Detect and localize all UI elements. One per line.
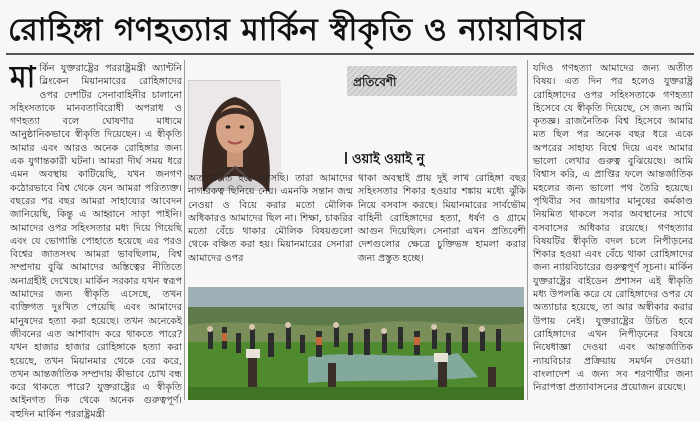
column-divider-right — [527, 60, 528, 400]
left-column — [10, 60, 182, 420]
middle-column-a: অত্যাচারিত হয়ে আসছি। তারা আমাদের নাগরিকত্ব ছিনিয়ে নেয়। এমনকি সন্তান জন্ম নেওয়া ও বিয়ে করার মতো মৌলিক অধিকারও আমাদের ছিল না। শিক্ষা, চাকরির মতো বেঁচে থাকার মৌলিক বিষয়গুলো থেকে বঞ্চিত করা হয়। মিয়ানমারের সেনারা আমাদের ওপর — [188, 173, 353, 264]
column-divider-left — [184, 60, 185, 400]
byline — [345, 150, 515, 170]
middle-column-b: থাকা অবস্থাই প্রায় দুই লাখ রোহিঙ্গা বছর সহিংসতার শিকার হওয়ার শঙ্কায় মধ্যে ঝুঁকি নিয়ে বসবাস করছে। মিয়ানমারের সার্বভৌম বাহিনী রোহিঙ্গাদের হত্যা, ধর্ষণ ও গ্রামে আগুন দিয়েছিল। সেনারা এখন প্রতিবেশী দেশগুলোর ক্ষেত্রে চুক্তিভঙ্গ হামলা করার জন্য প্রস্তুত হচ্ছে। — [358, 173, 526, 264]
refugee-photo-svg — [188, 287, 524, 400]
headline-rule — [6, 53, 694, 55]
section-box — [347, 66, 517, 96]
right-column: যদিও গণহত্যা আমাদের জন্য অতীত বিষয়। এত দিন পর হলেও যুক্তরাষ্ট্র রোহিঙ্গাদের ওপর সহিংসতাকে গণহত্যা হিসেবে যে স্বীকৃতি দিয়েছে, সে জন্য আমি কৃতজ্ঞ। রাজনৈতিক বিশ্ব হিসেবে আমার মত ছিল পর অনেক বছর ধরে একে অপরের সাহায্য বিশ্বে দিয়ে এবং আমার ভালো লেখার গুরুত্ব বুঝিয়েছে। আমি বিশ্বাস করি, এ প্রাপ্তির ফলে আন্তর্জাতিক মহলের জন্য ভালো পথ তৈরি হয়েছে। পৃথিবীর সব জায়গার মানুষের কর্মকাণ্ড নিয়মিত থাকলে সবার অবস্থানের সাথে বসবাসের অধিকার রয়েছে। গণহত্যার বিষয়টির স্বীকৃতি বদল চলে নিপীড়নের শিকার হওয়া এবং বেঁচে থাকা রোহিঙ্গাদের জন্য ন্যায়বিচারের গুরুত্বপূর্ণ সূচনা। মার্কিন যুক্তরাষ্ট্রের বাইডেন প্রশাসন এই স্বীকৃতি মধ্য উপলব্ধি করে যে রোহিঙ্গাদের ওপর যে অত্যাচার হয়েছে, তা আর অস্বীকার করার উপায় নেই। যুক্তরাষ্ট্রের উচিত হবে রোহিঙ্গাদের এখন নিপীড়নের বিষয়ে নিষেধাজ্ঞা দেওয়া এবং আন্তর্জাতিক ন্যায়বিচার প্রক্রিয়ায় সমর্থন দেওয়া। বাংলাদেশ এ জন্য সব শরণার্থীর জন্য নিরাপত্তা প্রত্যাবাসনের প্রয়োজন রয়েছে। — [533, 63, 693, 394]
section-label: প্রতিবেশী — [353, 75, 397, 89]
refugee-photo — [188, 287, 524, 400]
left-column-text: র্কিন যুক্তরাষ্ট্রের পররাষ্ট্রমন্ত্রী অ্যান্টনি ব্লিংকেন মিয়ানমারের রোহিঙ্গাদের ওপর দেশটির সেনাবাহিনীর চালানো সহিংসতাকে মানবতাবিরোধী অপরাধ ও গণহত্যা বলে ঘোষণার মাধ্যমে আনুষ্ঠানিকভাবে স্বীকৃতি দিয়েছেন। এ স্বীকৃতি আমার এবং আরও অনেক রোহিঙ্গার জন্য এক যুগান্তকারী ঘটনা। আমরা দীর্ঘ সময় ধরে এমন অবস্থায় কাটিয়েছি, যখন জনগণ কঠোরভাবে বিশ্ব থেকে যেন আমরা পরিত্যক্ত। বছরের পর বছর আমরা সাহায্যের আবেদন জানিয়েছি, কিন্তু এ আহ্বানে সাড়া পাইনি। আমাদের ওপর সহিংসতার মধ্য দিয়ে গিয়েছি এবং যে ভোগান্তি পোহাতে হয়েছে এর পরও বিশ্বের জাতসংঘ আমরা ভাবছিলাম, বিশ্ব সম্প্রদায় বুঝি আমাদের অস্তিত্বের নীতিতে অনাগ্রহীই দেখেছে। মার্কিন সরকার যখন স্বরূপ আমাদের জন্য স্বীকৃতি এসেছে, তখন ব্যক্তিগত দুঃখিত পেয়েছি এবং আমাদের মানুষদের হত্যা করা হয়েছে। তখন অনেকেই জীবনের এত আশাবাদ করে থাকতে পারে? যখন হাজার হাজার রোহিঙ্গাকে হত্যা করা হয়েছে, তখন মিয়ানমার থেকে বের করে, তখন আন্তর্জাতিক সম্প্রদায় কীভাবে চোখ বন্ধ করে থাকতে পারে? যুক্তরাষ্ট্রের এ স্বীকৃতি আইনগত দিক থেকে অনেক গুরুত্বপূর্ণ। বহুদিন মার্কিন পররাষ্ট্রমন্ত্রী — [10, 63, 182, 420]
dropcap: মা — [10, 60, 36, 95]
byline-marker — [345, 152, 347, 164]
headline: রোহিঙ্গা গণহত্যার মার্কিন স্বীকৃতি ও ন্যায়বিচার — [8, 12, 585, 48]
author-name: ওয়াই ওয়াই নু — [352, 152, 425, 167]
